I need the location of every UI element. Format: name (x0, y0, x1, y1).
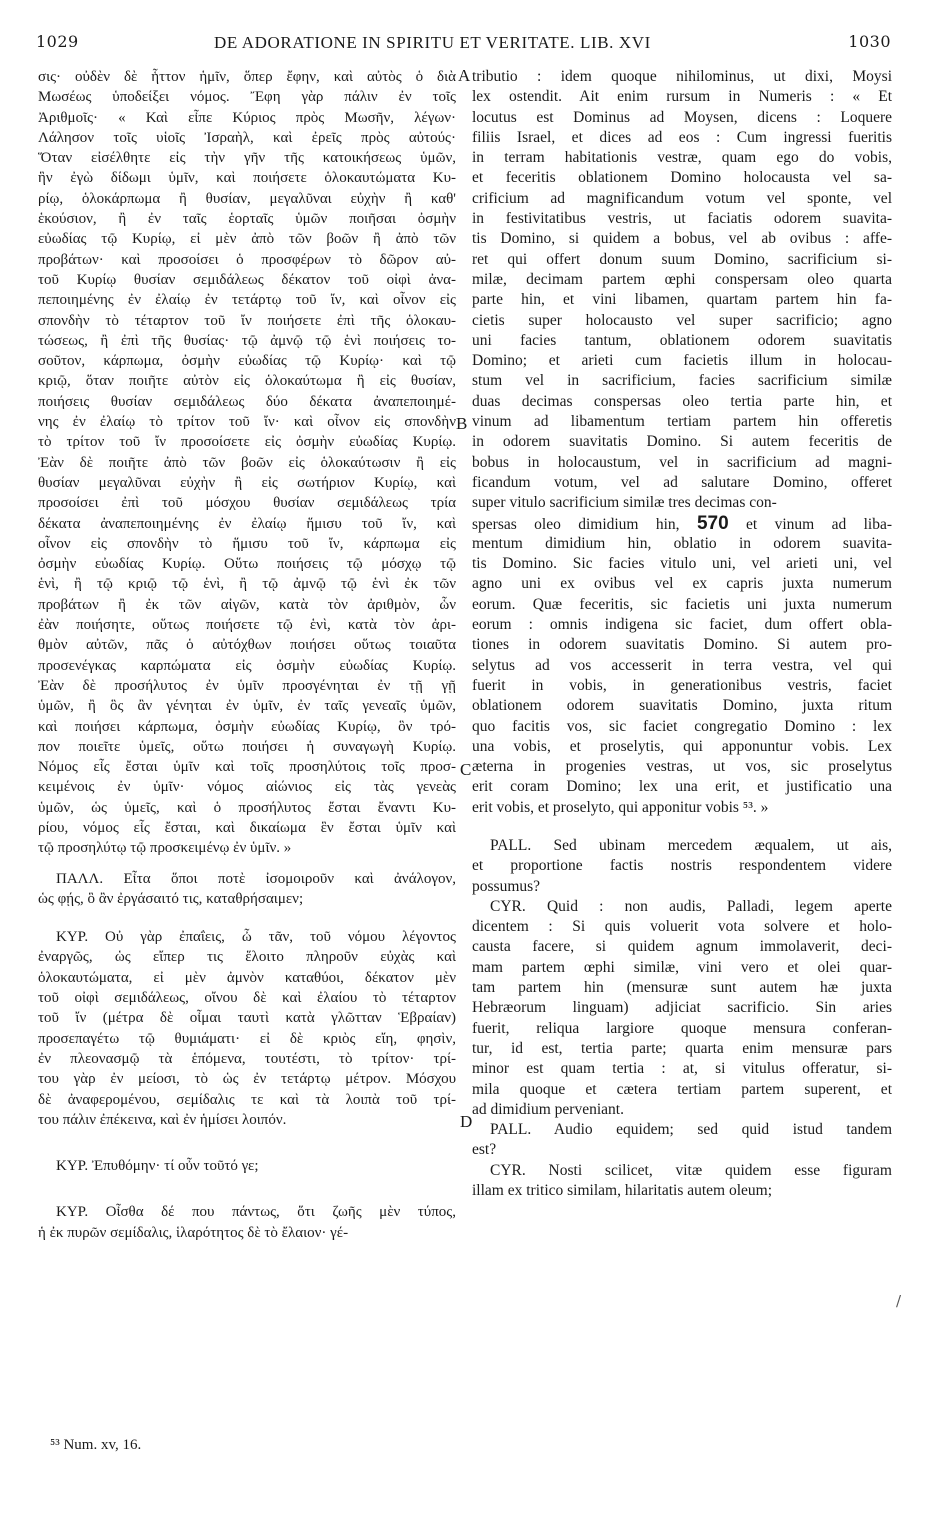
greek-text-line: ἑνὶ, ἢ τῷ κριῷ τῷ ἑνὶ, ἢ τῷ ἀμνῷ τῷ ἑνὶ ἐκ τῶν (38, 576, 456, 593)
greek-text-line: Ἐὰν δὲ προσήλυτος ἐν ὑμῖν προσγένηται ἐν τῇ γῇ (38, 677, 456, 694)
greek-main-text (38, 67, 456, 859)
page-number-left: 1029 (36, 32, 79, 51)
latin-cyr-line: causta facere, si quidem agnum immolaverit, deci- (472, 938, 892, 956)
greek-text-line: νης ἐν ἐλαίῳ τὸ τρίτον τοῦ ἴν· καὶ οἶνον εἰς σπονδὴν (38, 414, 456, 431)
latin-pall-line: possumus? (472, 877, 541, 895)
latin-cyr-line: Hebræorum linguam) adjiciat sacrificio. Sin aries (472, 999, 892, 1017)
greek-text-line: τῷ προσηλύτῳ τῷ προσκειμένῳ ἐν ὑμῖν. » (38, 840, 292, 857)
greek-kyr-line: ἐναργῶς, ὡς εἴπερ τις ἕλοιτο πληροῦν εὐχὰς καὶ (38, 949, 456, 966)
greek-text-line: θμὸν αὐτῶν, πᾶς ὁ αὐτόχθων ποιήσει οὕτως τοιαῦτα (38, 637, 456, 654)
latin-cyr-line: CYR. Quid : non audis, Palladi, legem aperte (490, 897, 892, 915)
latin-cyr-line: dicentem : Si quis voluerit vota solvere et holo- (472, 918, 892, 936)
greek-text-line: κριῷ, ὅταν ποιῆτε αὐτὸν εἰς ὁλοκαύτωμα ἢ εἰς θυσίαν, (38, 373, 456, 390)
latin-text-line: crificium ad magnificandum votum vel sponte, vel (472, 189, 892, 207)
latin-text-line: tis Domino. Sic facies vitulo uni, vel arieti uni, vel (472, 555, 892, 573)
latin-text-line: in terram habitationis vestræ, quam ego do vobis, (472, 149, 892, 167)
page-number-right: 1030 (848, 32, 891, 51)
greek-text-line: Λάλησον τοῖς υἱοῖς Ἰσραὴλ, καὶ ἐρεῖς πρὸς αὐτούς· (38, 129, 456, 146)
latin-text-line: filiis Israel, et dices ad eos : Cum ingressi fueritis (472, 128, 892, 146)
latin-pall2-line: PALL. Audio equidem; sed quid istud tandem (490, 1121, 892, 1139)
footnote: ⁵³ Num. xv, 16. (50, 1437, 142, 1453)
latin-text-line: in festivitatibus vestris, ut faciatis odorem suavita- (472, 210, 892, 228)
latin-text-line: lex ostendit. Ait enim rursum in Numeris : « Et (472, 88, 892, 106)
latin-cyr-paragraph (472, 897, 892, 1120)
margin-mark: / (896, 1292, 902, 1310)
greek-kyr-line: ΚΥΡ. Οὐ γὰρ ἐπαΐεις, ὦ τᾶν, τοῦ νόμου λέγοντος (56, 929, 456, 946)
greek-text-line: ὑμῶν, ἢ ὃς ἂν γένηται ἐν ὑμῖν, ἐν ταῖς γενεαῖς ὑμῶν, (38, 698, 456, 715)
greek-text-line: ρίῳ, ὁλοκάρπωμα ἢ θυσίαν, μεγαλῦναι εὐχὴν ἢ καθ' (38, 190, 456, 207)
latin-text-line: stum vel in sacrificium, facies sacrificium similæ (472, 372, 892, 390)
margin-letter-a: A (458, 66, 471, 85)
greek-kyr-line: προσεπαγέτω τῷ θυμιάματι· εἰ δὲ κριὸς εἴη, φησὶν, (38, 1030, 456, 1047)
greek-text-line: ὑμῶν, ὡς ὑμεῖς, καὶ ὁ προσήλυτος ἔσται ἔναντι Κυ- (38, 799, 456, 816)
latin-cyr2-paragraph (472, 1161, 892, 1202)
latin-cyr-line: tur, id est, tertia parte; quarta enim mensuræ pars (472, 1039, 892, 1057)
greek-kyr-line: του γὰρ ἐν μείοσι, τὸ ὡς ἐν τετάρτῳ μέτρον. Μόσχου (38, 1071, 456, 1088)
latin-text-line: bobus in holocaustum, vel in sacrificium ad magni- (472, 453, 892, 471)
greek-text-line: ἐὰν ποιήσητε, οὕτως ποιήσετε τῷ ἑνὶ, κατὰ τὸν ἀρι- (38, 617, 456, 634)
latin-column (472, 67, 892, 1201)
latin-text-line: et feceritis oblationem Domino holocausta vel sa- (472, 169, 892, 187)
greek-text-line: εὐωδίας τῷ Κυρίῳ, εἰ μὲν ἀπὸ τῶν βοῶν ἢ ἀπὸ τῶν (38, 231, 456, 248)
latin-text-line: tiones in odorem suavitatis Domino. Si autem pro- (472, 636, 892, 654)
greek-text-line: οἶνον εἰς σπονδὴν τὸ ἥμισυ τοῦ ἴν, κάρπωμα εἰς (38, 535, 456, 552)
latin-text-line: cietis super holocausto vel super sacrificio; agno (472, 311, 892, 329)
latin-cyr-line: mila quoque et cætera tertiam partem superent, et (472, 1080, 892, 1098)
latin-cyr-line: fuerit, reliqua largiore quoque mensura conferan- (472, 1019, 892, 1037)
greek-text-line: σπονδὴν τὸ τέταρτον τοῦ ἴν ποιήσετε ἐπὶ τῆς ὁλοκαυ- (38, 312, 456, 329)
margin-letter-b: B (456, 414, 468, 433)
latin-main-text (472, 67, 892, 514)
latin-pall2-line: est? (472, 1141, 497, 1159)
greek-text-line: τὸ τρίτον τοῦ ἴν προσοίσετε εἰς ὀσμὴν εὐωδίας Κυρίῳ. (38, 434, 456, 451)
greek-text-line: τώσεως, ἢ ἐπὶ τῆς θυσίας· τῷ ἀμνῷ τῷ ἑνὶ ποιήσεις το- (38, 332, 456, 349)
latin-text-line: tis Domino, si quidem a bobus, vel ab ovibus : affe- (472, 230, 892, 248)
latin-text-line: mentum dimidium hin, oblatio in odorem suavita- (472, 534, 892, 552)
latin-text-line: una vobis, et proselytis, qui apponuntur vobis. Lex (472, 737, 892, 755)
running-header (0, 32, 929, 56)
greek-text-line: Ἐὰν δὲ ποιῆτε ἀπὸ τῶν βοῶν εἰς ὁλοκαύτωσιν ἢ εἰς (38, 454, 456, 471)
margin-letter-c: C (460, 760, 472, 779)
greek-kyr-paragraph (38, 927, 456, 1130)
latin-cyr2-line: illam ex tritico similam, hilaritatis autem oleum; (472, 1182, 773, 1200)
greek-text-line: πον ποιεῖτε ὑμεῖς, οὕτω ποιήσει ἡ συναγωγὴ Κυρίῳ. (38, 738, 456, 755)
greek-kyr2-line: ἡ ἐκ πυρῶν σεμίδαλις, ἱλαρότητος δὲ τὸ ἔλαιον· γέ- (38, 1224, 349, 1241)
latin-text-line: eorum : omnis indigena sic faciet, dum offert obla- (472, 616, 892, 634)
latin-text-line: agno uni ex ovibus vel ex capris juxta numerum (472, 575, 892, 593)
greek-text-line: Ἀριθμοῖς· « Καὶ εἶπε Κύριος πρὸς Μωσῆν, λέγων· (38, 109, 456, 126)
latin-text-line: locutus est Dominus ad Moysen, dicens : Loquere (472, 108, 892, 126)
greek-text-line: πεποιημένης ἐν ἐλαίῳ ἐν τετάρτῳ τοῦ ἴν, καὶ οἶνον εἰς (38, 292, 456, 309)
latin-line-570: spersas oleo dimidium hin, 570 et vinum ad liba- (472, 512, 893, 534)
greek-text-line: ρίου, νόμος εἷς ἔσται, καὶ δικαίωμα ἓν ἔσται ὑμῖν καὶ (38, 819, 456, 836)
latin-text-line: tributio : idem quoque nihilominus, ut dixi, Moysi (472, 68, 892, 85)
latin-text-line: in odorem suavitatis Domino. Si autem feceritis de (472, 433, 892, 451)
latin-main-text-2 (472, 534, 892, 818)
greek-text-line: ὀσμὴν εὐωδίας Κυρίῳ. Οὕτω ποιήσεις τῷ μόσχῳ τῷ (38, 556, 456, 573)
latin-text-line: fuerit in vobis, in generationibus vestris, faciet (472, 676, 892, 694)
greek-text-line: σοῦτον, κάρπωμα, ὀσμὴν εὐωδίας τῷ Κυρίῳ· καὶ τῷ (38, 353, 456, 370)
greek-pall-line: ΠΑΛΛ. Εἶτα ὅποι ποτὲ ἰσομοιροῦν καὶ ἀνάλογον, (56, 870, 456, 887)
greek-column (38, 67, 456, 1243)
latin-pall2-paragraph (472, 1120, 892, 1161)
greek-kyr-line: τοῦ ἴν (μέτρα δὲ οἶμαι ταυτὶ κατὰ γλῶτταν Ἑβραίαν) (38, 1010, 456, 1027)
running-title: DE ADORATIONE IN SPIRITU ET VERITATE. LIB. XVI (214, 33, 651, 52)
latin-text-line: æterna in progenies vestras, ut vos, sic proselytus (472, 758, 892, 776)
latin-text-line: parte hin, et vini libamen, quartam partem hin fa- (472, 291, 892, 309)
latin-text-line: erit vobis, et proselyto, qui apponitur vobis ⁵³. » (472, 798, 769, 816)
latin-text-line: super vitulo sacrificium similæ tres decimas con- (472, 494, 777, 512)
latin-text-line: milæ, decimam partem œphi conspersam oleo quarta (472, 270, 892, 288)
margin-letter-d: D (460, 1112, 473, 1131)
greek-text-line: ἑκούσιον, ἢ ἐν ταῖς ἑορταῖς ὑμῶν ποιῆσαι ὀσμὴν (38, 211, 456, 228)
greek-kyr2-paragraph (38, 1202, 456, 1243)
greek-text-line: δέκατα ἀναπεποιημένης ἐν ἐλαίῳ ἥμισυ τοῦ ἴν, καὶ (38, 515, 456, 532)
greek-text-line: τοῦ Κυρίῳ θυσίαν σεμιδάλεως δέκατον τοῦ οἰφὶ ἀνα- (38, 271, 456, 288)
greek-text-line: σις· οὐδὲν δὲ ἧττον ἡμῖν, ὅπερ ἔφην, καὶ αὐτὸς ὁ διὰ (38, 69, 456, 85)
latin-pall-paragraph (472, 836, 892, 897)
latin-cyr-line: minor est quam tertia : at, si vitulus offeratur, si- (472, 1060, 892, 1078)
latin-text-line: duas decimas conspersas oleo tertia parte hin, et (472, 392, 892, 410)
latin-text-line: erit coram Domino; lex una erit, et justificatio una (472, 778, 892, 796)
latin-text-line: ret qui offert donum suum Domino, sacrificium si- (472, 250, 892, 268)
latin-pall-line: PALL. Sed ubinam mercedem æqualem, ut ais, (490, 836, 892, 854)
greek-text-line: προσοίσει ἐπὶ τοῦ μόσχου θυσίαν σεμιδάλεως τρία (38, 495, 456, 512)
latin-cyr-line: tam partem hin (mensuræ sunt autem hæ juxta (472, 979, 892, 997)
greek-text-line: Νόμος εἷς ἔσται ὑμῖν καὶ τοῖς προσηλύτοις τοῖς προσ- (38, 759, 456, 776)
greek-text-line: ποιήσεις θυσίαν σεμιδάλεως δύο δέκατα ἀναπεποιημέ- (38, 393, 456, 410)
greek-text-line: Μωσέως ὑποδείξει νόμος. Ἔφη γὰρ πάλιν ἐν τοῖς (38, 89, 456, 106)
greek-kyr-line: τοῦ οἰφὶ σεμιδάλεως, οἴνου δὲ καὶ ἐλαίου τὸ τέταρτον (38, 990, 456, 1007)
latin-text-line: selytus ad vos accesserit in terra vestra, vel qui (472, 656, 892, 674)
latin-text-line: ficandum votum, vel ad salutare Domino, offeret (472, 473, 892, 491)
greek-kyr-line: ἐν πλεονασμῷ τὰ ἑπόμενα, τουτέστι, τὸ τρίτον· τρί- (38, 1050, 456, 1067)
greek-text-line: θυσίαν μεγαλῦναι εὐχὴν ἢ εἰς σωτήριον Κυρίῳ, καὶ (38, 474, 456, 491)
latin-text-line: quo facitis vos, sic faciet congregatio Domino : lex (472, 717, 892, 735)
latin-text-line: vinum ad libamentum tertiam partem hin offeretis (472, 413, 892, 431)
latin-cyr-line: mam partem œphi similæ, vini vero et olei quar- (472, 958, 892, 976)
latin-cyr-line: ad dimidium perveniant. (472, 1100, 624, 1118)
greek-kyr2-line: ΚΥΡ. Οἶσθα δέ που πάντως, ὅτι ζωῆς μὲν τύπος, (56, 1204, 456, 1221)
greek-text-line: προσενέγκας καρπώματα εἰς ὀσμὴν εὐωδίας Κυρίῳ. (38, 657, 456, 674)
latin-text-line: Domino; et arieti cum facietis illum in holocau- (472, 352, 892, 370)
greek-text-line: προβάτων· καὶ προσοίσει ὁ προσφέρων τὸ δῶρον αὐ- (38, 251, 456, 268)
greek-text-line: καὶ ποιήσει κάρπωμα, ὀσμὴν εὐωδίας Κυρίῳ, ὃν τρό- (38, 718, 456, 735)
greek-pall-line: ὡς φῄς, ὃ ἂν ἐργάσαιτό τις, καταθρήσαιμεν; (38, 890, 304, 907)
column-number-570: 570 (696, 512, 729, 534)
greek-kyr-line: ὁλοκαυτώματα, εἰ μὲν ἀμνὸν καταθύοι, δέκατον μὲν (38, 969, 456, 986)
latin-pall-line: et proportione factis nostris respondentem videre (472, 857, 892, 875)
greek-text-line: Ὅταν εἰσέλθητε εἰς τὴν γῆν τῆς κατοικήσεως ὑμῶν, (38, 150, 456, 167)
latin-text-line: uni facies tantum, oblationem odorem suavitatis (472, 331, 892, 349)
greek-text-line: κειμένοις ἐν ὑμῖν· νόμος αἰώνιος εἰς τὰς γενεὰς (38, 779, 456, 796)
greek-pall-paragraph (38, 869, 456, 910)
greek-kyr-line: δὲ ἀναφερομένου, σεμίδαλις τε καὶ τὰ λοιπὰ τοῦ τρί- (38, 1091, 456, 1108)
latin-text-line: oblationem odorem suavitatis Domino, juxta ritum (472, 697, 892, 715)
greek-text-line: προβάτων ἢ ἐκ τῶν αἰγῶν, κατὰ τὸν ἀριθμὸν, ὧν (38, 596, 456, 613)
greek-kyr-line: του πάλιν ἐπέκεινα, καὶ ἐν ἡμίσει λοιπόν. (38, 1111, 287, 1128)
greek-kyr-short-line: ΚΥΡ. Ἐπυθόμην· τί οὖν τοῦτό γε; (56, 1158, 259, 1175)
latin-text-line: eorum. Quæ feceritis, sic facietis uni juxta numerum (472, 595, 892, 613)
greek-text-line: ἣν ἐγὼ δίδωμι ὑμῖν, καὶ ποιήσετε ὁλοκαυτώματα Κυ- (38, 170, 456, 187)
latin-cyr2-line: CYR. Nosti scilicet, vitæ quidem esse figuram (490, 1161, 892, 1179)
